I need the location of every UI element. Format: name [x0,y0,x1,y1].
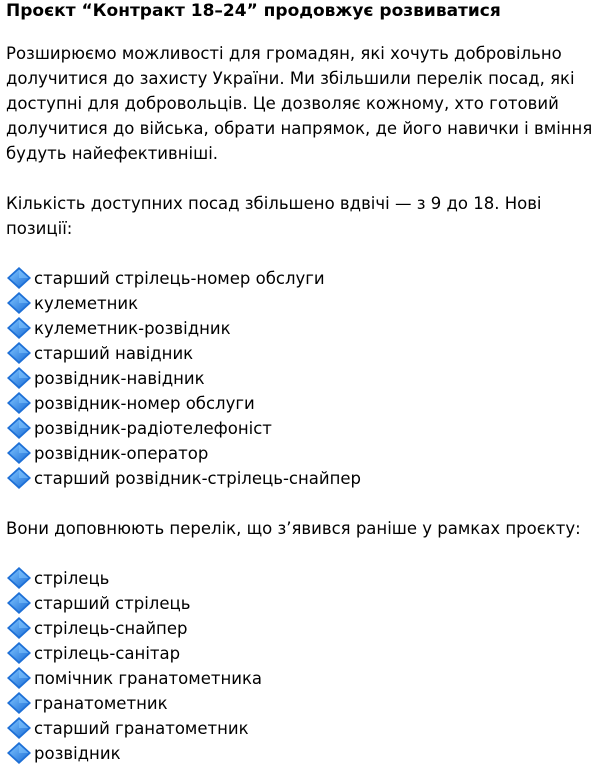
list-item [6,666,604,691]
list-item-label: помічник гранатометника [34,669,263,688]
blue-diamond-icon [6,266,34,291]
list-item [6,741,604,766]
list-item-label: стрілець-снайпер [34,619,188,638]
list-item [6,391,604,416]
list-item-label: розвідник-навідник [34,369,205,388]
blue-diamond-icon [6,466,34,491]
list-item-label: гранатометник [34,694,168,713]
list-item [6,616,604,641]
blue-diamond-icon [6,741,34,766]
list-item [6,566,604,591]
blue-diamond-icon [6,716,34,741]
blue-diamond-icon [6,366,34,391]
list-item-label: розвідник-номер обслуги [34,394,255,413]
list-item-label: кулеметник [34,294,139,313]
list-item [6,591,604,616]
blue-diamond-icon [6,691,34,716]
post-title: Проєкт “Контракт 18–24” продовжує розвиватися [6,1,501,21]
list-item [6,641,604,666]
blue-diamond-icon [6,666,34,691]
blue-diamond-icon [6,391,34,416]
list-item [6,366,604,391]
blue-diamond-icon [6,641,34,666]
list-item [6,416,604,441]
list-item [6,691,604,716]
list-item [6,441,604,466]
blue-diamond-icon [6,316,34,341]
list-item-label: розвідник-радіотелефоніст [34,419,272,438]
list-item-label: старший навідник [34,344,194,363]
list-item-label: старший розвідник-стрілець-снайпер [34,469,362,488]
blue-diamond-icon [6,416,34,441]
list-item [6,716,604,741]
earlier-positions-list [6,566,604,766]
blue-diamond-icon [6,341,34,366]
list-item-label: стрілець-санітар [34,644,181,663]
additional-paragraph: Вони доповнюють перелік, що з’явився раніше у рамках проєкту: [6,519,581,538]
list-item-label: розвідник-оператор [34,444,209,463]
list-item-label: старший стрілець [34,594,191,613]
blue-diamond-icon [6,441,34,466]
blue-diamond-icon [6,591,34,616]
list-item [6,341,604,366]
blue-diamond-icon [6,566,34,591]
list-item-label: старший стрілець-номер обслуги [34,269,325,288]
new-positions-list [6,266,604,491]
intro-paragraph: Розширюємо можливості для громадян, які хочуть добровільно долучитися до захисту України. Ми збільшили перелік посад, які доступні для добровольців. Це дозволяє кожному, хто готовий долучитися до війська, обрати напрямок, де його навички і вміння будуть найефективніші. [6,44,593,163]
list-item [6,466,604,491]
list-item [6,291,604,316]
blue-diamond-icon [6,291,34,316]
blue-diamond-icon [6,616,34,641]
list-item-label: старший гранатометник [34,719,249,738]
list-item-label: стрілець [34,569,110,588]
list-item-label: розвідник [34,744,121,763]
list-item-label: кулеметник-розвідник [34,319,231,338]
list-item [6,316,604,341]
count-paragraph: Кількість доступних посад збільшено вдвічі — з 9 до 18. Нові позиції: [6,194,542,238]
list-item [6,266,604,291]
